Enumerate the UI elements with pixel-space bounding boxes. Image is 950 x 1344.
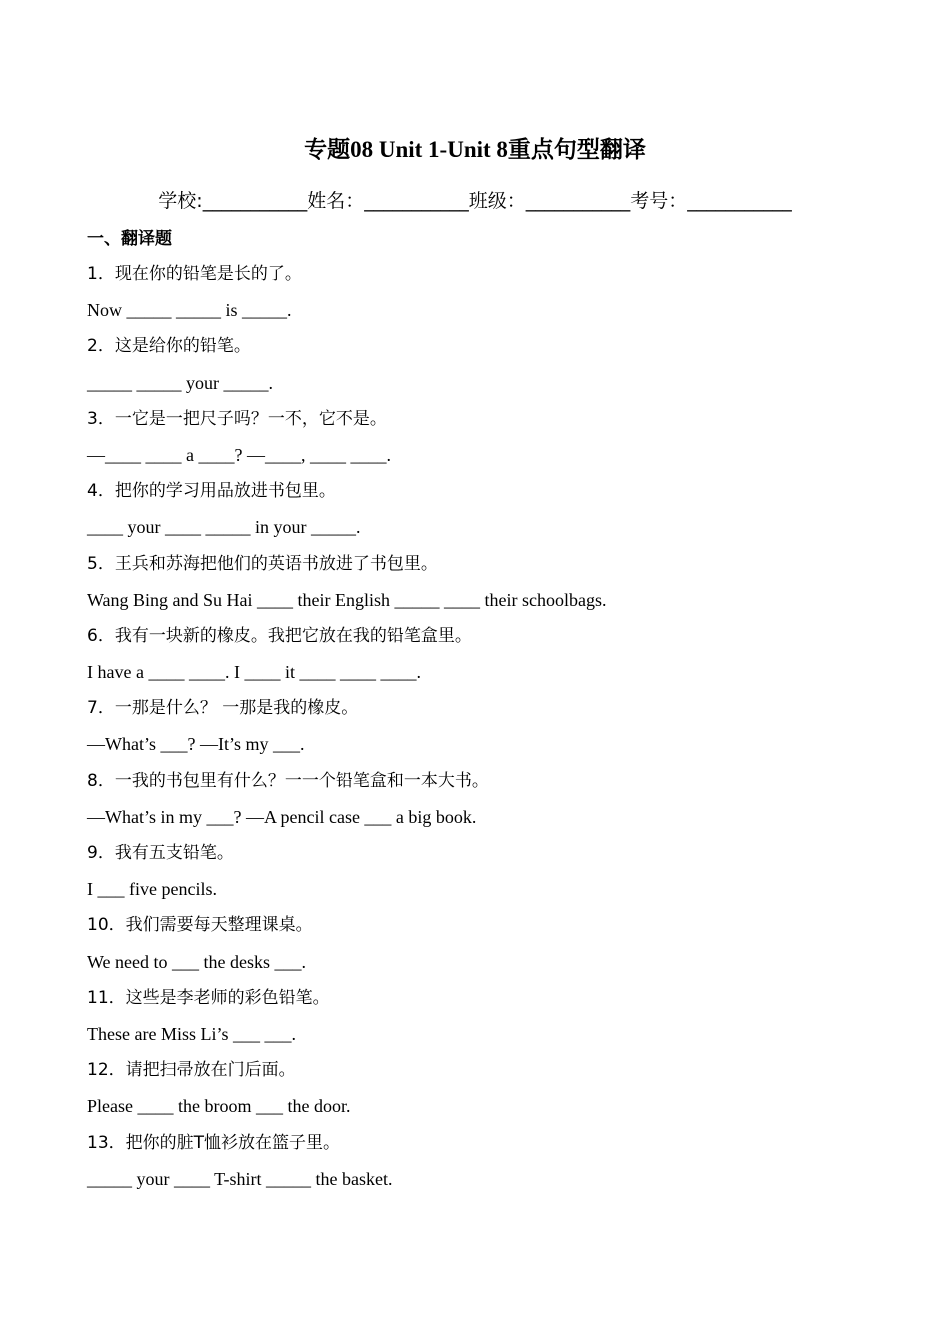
answer-line-8: —What’s in my ___? —A pencil case ___ a big book.	[87, 806, 477, 827]
answer-line-12: Please ____ the broom ___ the door.	[87, 1096, 351, 1117]
answer-line-2: _____ _____ your _____.	[87, 372, 273, 393]
question-6: 6．我有一块新的橡皮。我把它放在我的铅笔盒里。	[87, 625, 472, 646]
section-heading: 一、翻译题	[87, 229, 172, 249]
answer-line-5: Wang Bing and Su Hai ____ their English _____ ____ their schoolbags.	[87, 589, 607, 610]
answer-line-11: These are Miss Li’s ___ ___.	[87, 1023, 296, 1044]
answer-line-10: We need to ___ the desks ___.	[87, 951, 307, 972]
answer-line-9: I ___ five pencils.	[87, 879, 217, 900]
question-8: 8．一我的书包里有什么？一一个铅笔盒和一本大书。	[87, 770, 489, 791]
question-13: 13．把你的脏T恤衫放在篮子里。	[87, 1132, 341, 1153]
answer-line-13: _____ your ____ T-shirt _____ the basket.	[87, 1168, 393, 1189]
question-10: 10．我们需要每天整理课桌。	[87, 915, 313, 936]
question-5: 5．王兵和苏海把他们的英语书放进了书包里。	[87, 553, 438, 574]
question-11: 11．这些是李老师的彩色铅笔。	[87, 987, 330, 1008]
question-9: 9．我有五支铅笔。	[87, 843, 234, 863]
question-12: 12．请把扫帚放在门后面。	[87, 1060, 296, 1081]
answer-line-4: ____ your ____ _____ in your _____.	[87, 517, 361, 538]
student-info-line: 学校:___________姓名：___________班级：___________考号：___________	[158, 190, 792, 212]
answer-line-6: I have a ____ ____. I ____ it ____ ____ ____.	[87, 662, 421, 683]
page-title: 专题08 Unit 1-Unit 8重点句型翻译	[304, 137, 646, 162]
question-list	[87, 259, 887, 1200]
answer-line-3: —____ ____ a ____? —____, ____ ____.	[87, 444, 391, 465]
question-3: 3．一它是一把尺子吗？一不，它不是。	[87, 408, 387, 429]
answer-line-1: Now _____ _____ is _____.	[87, 300, 292, 321]
question-2: 2．这是给你的铅笔。	[87, 336, 251, 357]
question-1: 1．现在你的铅笔是长的了。	[87, 264, 302, 284]
question-7: 7．一那是什么？ 一那是我的橡皮。	[87, 698, 359, 719]
question-4: 4．把你的学习用品放进书包里。	[87, 481, 336, 502]
answer-line-7: —What’s ___? —It’s my ___.	[87, 734, 305, 755]
